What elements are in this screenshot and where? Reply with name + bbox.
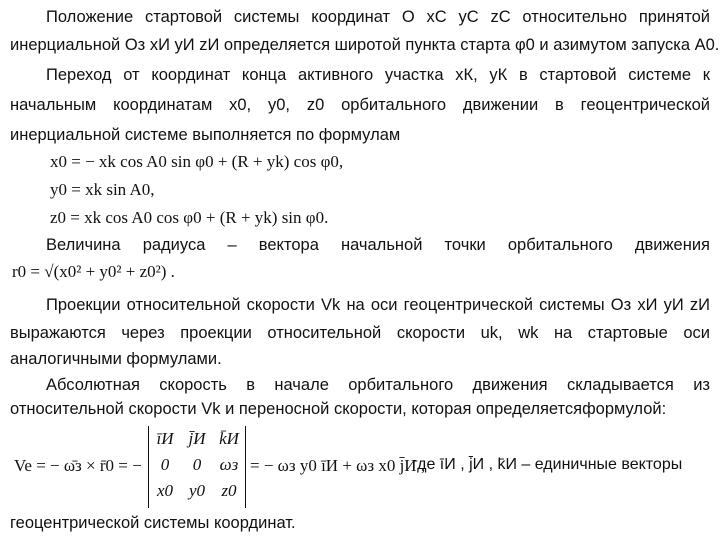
formula-z0: z0 = xk cos A0 cos φ0 + (R + yk) sin φ0. [50, 208, 329, 227]
text-line-6: Величина радиуса – вектора начальной точки орбитального движения [46, 236, 710, 254]
text-line-7: Проекции относительной скорости Vk на оси геоцентрической системы Oз xИ yИ zИ [46, 296, 710, 314]
text-line-8: выражаются через проекции относительной скорости uk, wk на стартовые оси [10, 324, 710, 342]
text-line-10: Абсолютная скорость в начале орбитального движения складывается из [46, 376, 710, 394]
matrix-cell: k̄И [219, 429, 239, 448]
formula-ve-lhs: Ve = − ω̄з × r̄0 = − [14, 456, 142, 475]
text-line-12: геоцентрической системы координат. [10, 514, 296, 532]
text-line-9: аналогичными формулами. [10, 350, 222, 368]
matrix-cell: 0 [192, 455, 202, 474]
text-line-11: относительной скорости Vk и переносной скорости, которая определяетсяформулой: [10, 400, 667, 418]
formula-x0: x0 = − xk cos A0 sin φ0 + (R + yk) cos φ0, [50, 152, 344, 171]
text-line-4: начальным координатам x0, y0, z0 орбитального движении в геоцентрической [10, 96, 710, 114]
text-line-5: инерциальной системе выполняется по формулам [10, 126, 401, 144]
matrix-cell: z0 [221, 481, 237, 500]
unit-vectors-note: где īИ , j̄И , k̄И – единичные векторы [412, 456, 683, 473]
text-line-1: Положение стартовой системы координат O xC yC zC относительно принятой [46, 8, 710, 26]
text-line-2: инерциальной Oз xИ yИ zИ определяется широтой пункта старта φ0 и азимутом запуска A0. [10, 36, 720, 54]
matrix-cell: 0 [160, 455, 170, 474]
matrix-cell: y0 [188, 481, 206, 500]
matrix-cell: īИ [156, 429, 174, 448]
formula-y0: y0 = xk sin A0, [50, 180, 155, 199]
formula-r0: r0 = √(x0² + y0² + z0²) . [12, 262, 175, 281]
determinant-matrix [148, 426, 246, 508]
matrix-cell: j̄И [188, 429, 206, 448]
matrix-cell: ωз [219, 455, 239, 474]
formula-ve-rhs: = − ωз y0 īИ + ωз x0 j̄И , [250, 456, 426, 475]
matrix-cell: x0 [156, 481, 174, 500]
text-line-3: Переход от координат конца активного участка xК, yК в стартовой системе к [46, 66, 710, 84]
